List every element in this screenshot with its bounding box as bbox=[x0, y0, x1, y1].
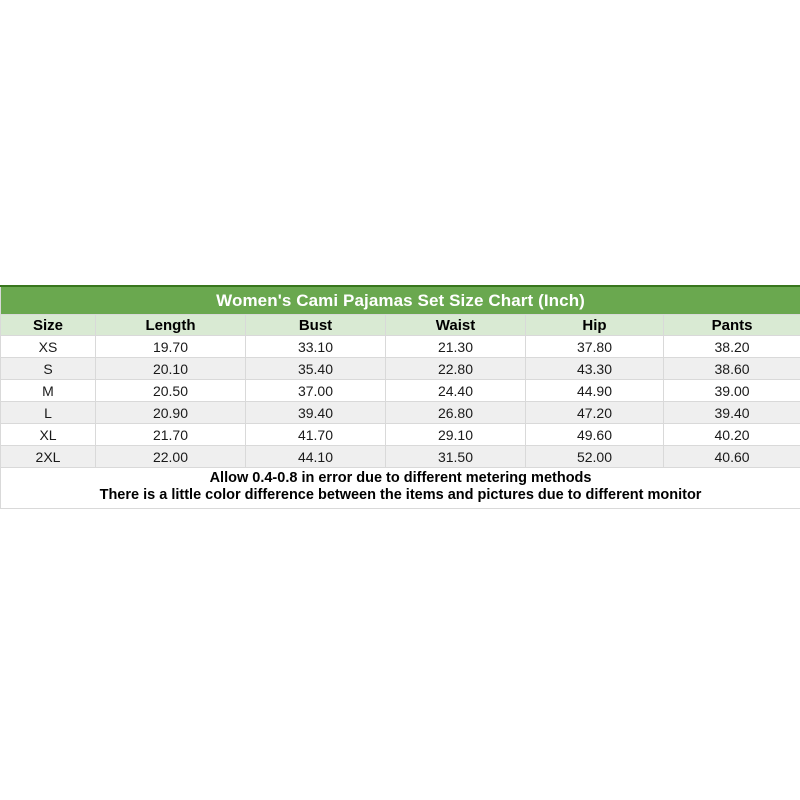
measurement-cell: 37.00 bbox=[246, 380, 386, 402]
size-label-cell: 2XL bbox=[1, 446, 96, 468]
measurement-cell: 38.60 bbox=[664, 358, 800, 380]
size-chart-table bbox=[0, 285, 800, 509]
measurement-cell: 38.20 bbox=[664, 336, 800, 358]
measurement-cell: 21.70 bbox=[96, 424, 246, 446]
measurement-cell: 26.80 bbox=[386, 402, 526, 424]
note-color-difference: There is a little color difference between the items and pictures due to different monitor bbox=[99, 487, 702, 503]
size-label-cell: XS bbox=[1, 336, 96, 358]
measurement-cell: 20.90 bbox=[96, 402, 246, 424]
chart-title-banner bbox=[1, 286, 800, 315]
chart-title: Women's Cami Pajamas Set Size Chart (Inch) bbox=[1, 286, 800, 315]
measurement-cell: 20.10 bbox=[96, 358, 246, 380]
measurement-cell: 22.00 bbox=[96, 446, 246, 468]
measurement-cell: 39.00 bbox=[664, 380, 800, 402]
size-label-cell: L bbox=[1, 402, 96, 424]
size-label-cell: S bbox=[1, 358, 96, 380]
measurement-cell: 44.10 bbox=[246, 446, 386, 468]
table-row-l bbox=[1, 402, 800, 424]
size-chart-container bbox=[0, 285, 800, 509]
measurement-cell: 19.70 bbox=[96, 336, 246, 358]
notes-cell bbox=[1, 468, 800, 509]
table-row-xl bbox=[1, 424, 800, 446]
measurement-cell: 44.90 bbox=[526, 380, 664, 402]
measurement-cell: 49.60 bbox=[526, 424, 664, 446]
column-header-bust: Bust bbox=[246, 315, 386, 336]
note-metering-error: Allow 0.4-0.8 in error due to different metering methods bbox=[209, 470, 592, 486]
measurement-cell: 40.20 bbox=[664, 424, 800, 446]
column-header-row bbox=[1, 315, 800, 336]
measurement-cell: 31.50 bbox=[386, 446, 526, 468]
measurement-cell: 35.40 bbox=[246, 358, 386, 380]
measurement-cell: 52.00 bbox=[526, 446, 664, 468]
size-label-cell: XL bbox=[1, 424, 96, 446]
measurement-cell: 29.10 bbox=[386, 424, 526, 446]
measurement-cell: 22.80 bbox=[386, 358, 526, 380]
measurement-cell: 39.40 bbox=[246, 402, 386, 424]
measurement-cell: 24.40 bbox=[386, 380, 526, 402]
table-row-2xl bbox=[1, 446, 800, 468]
column-header-hip: Hip bbox=[526, 315, 664, 336]
measurement-cell: 41.70 bbox=[246, 424, 386, 446]
table-row-m bbox=[1, 380, 800, 402]
measurement-cell: 40.60 bbox=[664, 446, 800, 468]
measurement-cell: 39.40 bbox=[664, 402, 800, 424]
table-row-xs bbox=[1, 336, 800, 358]
measurement-cell: 47.20 bbox=[526, 402, 664, 424]
column-header-size: Size bbox=[1, 315, 96, 336]
measurement-cell: 21.30 bbox=[386, 336, 526, 358]
column-header-pants: Pants bbox=[664, 315, 800, 336]
measurement-cell: 43.30 bbox=[526, 358, 664, 380]
measurement-cell: 33.10 bbox=[246, 336, 386, 358]
table-row-s bbox=[1, 358, 800, 380]
column-header-waist: Waist bbox=[386, 315, 526, 336]
measurement-cell: 37.80 bbox=[526, 336, 664, 358]
column-header-length: Length bbox=[96, 315, 246, 336]
measurement-cell: 20.50 bbox=[96, 380, 246, 402]
size-chart-body bbox=[1, 336, 800, 468]
size-label-cell: M bbox=[1, 380, 96, 402]
notes-row bbox=[1, 468, 800, 509]
